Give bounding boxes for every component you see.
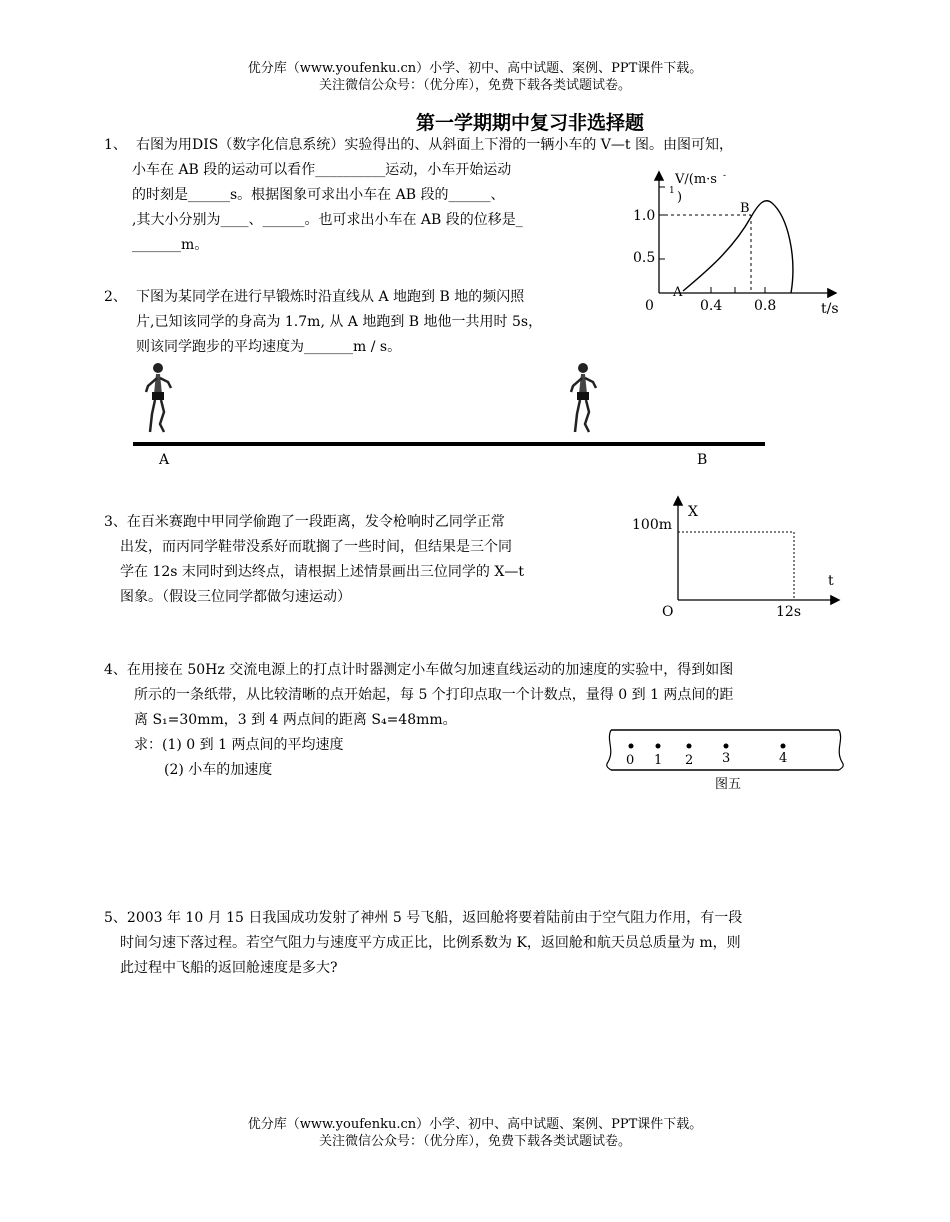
- tape-dot: [656, 744, 661, 749]
- label-b: B: [697, 452, 708, 468]
- t-tick-label: 0.8: [754, 298, 777, 314]
- question-2-number: 2、: [104, 289, 127, 305]
- t-axis-label: t: [828, 573, 834, 589]
- label-a: A: [159, 452, 170, 468]
- t-tick-label: 0.4: [700, 298, 723, 314]
- page-footer: [0, 1116, 950, 1150]
- chart-origin: 0: [645, 298, 654, 314]
- t-tick-label: 12s: [776, 604, 801, 620]
- x-axis-label: X: [688, 504, 698, 520]
- question-3-line: 出发，而丙同学鞋带没系好而耽搁了一些时间，但结果是三个同: [120, 539, 512, 555]
- position-time-chart: [628, 492, 848, 624]
- t-axis-label: t/s: [821, 301, 839, 317]
- runner-figure-b: [565, 360, 601, 438]
- tape-point-label: 1: [654, 753, 663, 768]
- question-2-line: 则该同学跑步的平均速度为_______m / s。: [136, 339, 402, 355]
- tape-dot: [687, 744, 692, 749]
- page-header: [0, 60, 950, 94]
- header-line-2: 关注微信公众号：（优分库），免费下载各类试题试卷。: [318, 78, 631, 93]
- paper-tape-figure: [603, 724, 848, 796]
- tape-dot: [781, 744, 786, 749]
- tape-point-label: 4: [779, 751, 788, 766]
- question-1-number: 1、: [104, 137, 127, 153]
- tape-point-label: 0: [626, 753, 635, 768]
- chart-origin: O: [662, 604, 674, 620]
- question-1-line: 小车在 AB 段的运动可以看作__________运动，小车开始运动: [132, 162, 512, 178]
- tape-dot: [724, 744, 729, 749]
- tape-caption: 图五: [715, 777, 742, 792]
- question-1-line: 的时刻是______s。根据图象可求出小车在 AB 段的______、: [132, 187, 505, 203]
- question-4-line: 求：(1) 0 到 1 两点间的平均速度: [134, 737, 344, 753]
- question-2-line: 片,已知该同学的身高为 1.7m, 从 A 地跑到 B 地他一共用时 5s，: [136, 314, 543, 330]
- v-tick-label: 1.0: [633, 208, 656, 224]
- question-5-line: 时间匀速下落过程。若空气阻力与速度平方成正比，比例系数为 K，返回舱和航天员总质量为 m，则: [120, 935, 741, 951]
- v-tick-label: 0.5: [633, 250, 656, 266]
- header-line-1: 优分库（www.youfenku.cn）小学、初中、高中试题、案例、PPT课件下载。: [247, 61, 703, 76]
- question-3-line: 3、在百米赛跑中甲同学偷跑了一段距离，发令枪响时乙同学正常: [104, 514, 505, 530]
- footer-line-1: 优分库（www.youfenku.cn）小学、初中、高中试题、案例、PPT课件下载。: [247, 1117, 703, 1132]
- tape-dot: [629, 744, 634, 749]
- question-3-line: 图象。（假设三位同学都做匀速运动）: [120, 589, 351, 605]
- question-5-line: 5、2003 年 10 月 15 日我国成功发射了神州 5 号飞船，返回舱将要着陆前由于空气阻力作用，有一段: [104, 910, 743, 926]
- runner-figure-a: [140, 360, 176, 438]
- v-axis-label-exp: 1: [669, 186, 675, 196]
- footer-line-2: 关注微信公众号：（优分库），免费下载各类试题试卷。: [318, 1134, 631, 1149]
- question-5-line: 此过程中飞船的返回舱速度是多大?: [120, 960, 338, 976]
- velocity-time-chart: [625, 165, 845, 325]
- question-1-line: _______m。: [132, 237, 209, 253]
- tape-point-label: 2: [685, 753, 694, 768]
- question-4-line: 4、在用接在 50Hz 交流电源上的打点计时器测定小车做匀加速直线运动的加速度的实验中，得到如图: [104, 662, 734, 678]
- point-b-label: B: [740, 201, 750, 216]
- question-2-line: 下图为某同学在进行早锻炼时沿直线从 A 地跑到 B 地的频闪照: [136, 289, 525, 305]
- tape-point-label: 3: [722, 751, 731, 766]
- v-axis-label-close: ): [677, 190, 683, 205]
- question-4-line: (2) 小车的加速度: [164, 762, 273, 778]
- page-title: 第一学期期中复习非选择题: [416, 112, 645, 134]
- question-4-line: 离 S₁=30mm，3 到 4 两点间的距离 S₄=48mm。: [134, 712, 457, 728]
- point-a-label: A: [673, 285, 683, 300]
- question-4-line: 所示的一条纸带，从比较清晰的点开始起，每 5 个打印点取一个计数点，量得 0 到 1 两点间的距: [134, 687, 734, 703]
- ground-line: [133, 442, 765, 446]
- question-1-line: 右图为用DIS（数字化信息系统）实验得出的、从斜面上下滑的一辆小车的 V—t 图。由图可知，: [136, 137, 733, 153]
- x-tick-label: 100m: [632, 517, 672, 533]
- question-3-line: 学在 12s 末同时到达终点，请根据上述情景画出三位同学的 X—t: [120, 564, 524, 580]
- v-axis-label: V/(m·s: [675, 172, 717, 187]
- v-axis-label-sup: -: [723, 171, 727, 181]
- question-1-line: ,其大小分别为____、______。也可求出小车在 AB 段的位移是_: [132, 212, 523, 228]
